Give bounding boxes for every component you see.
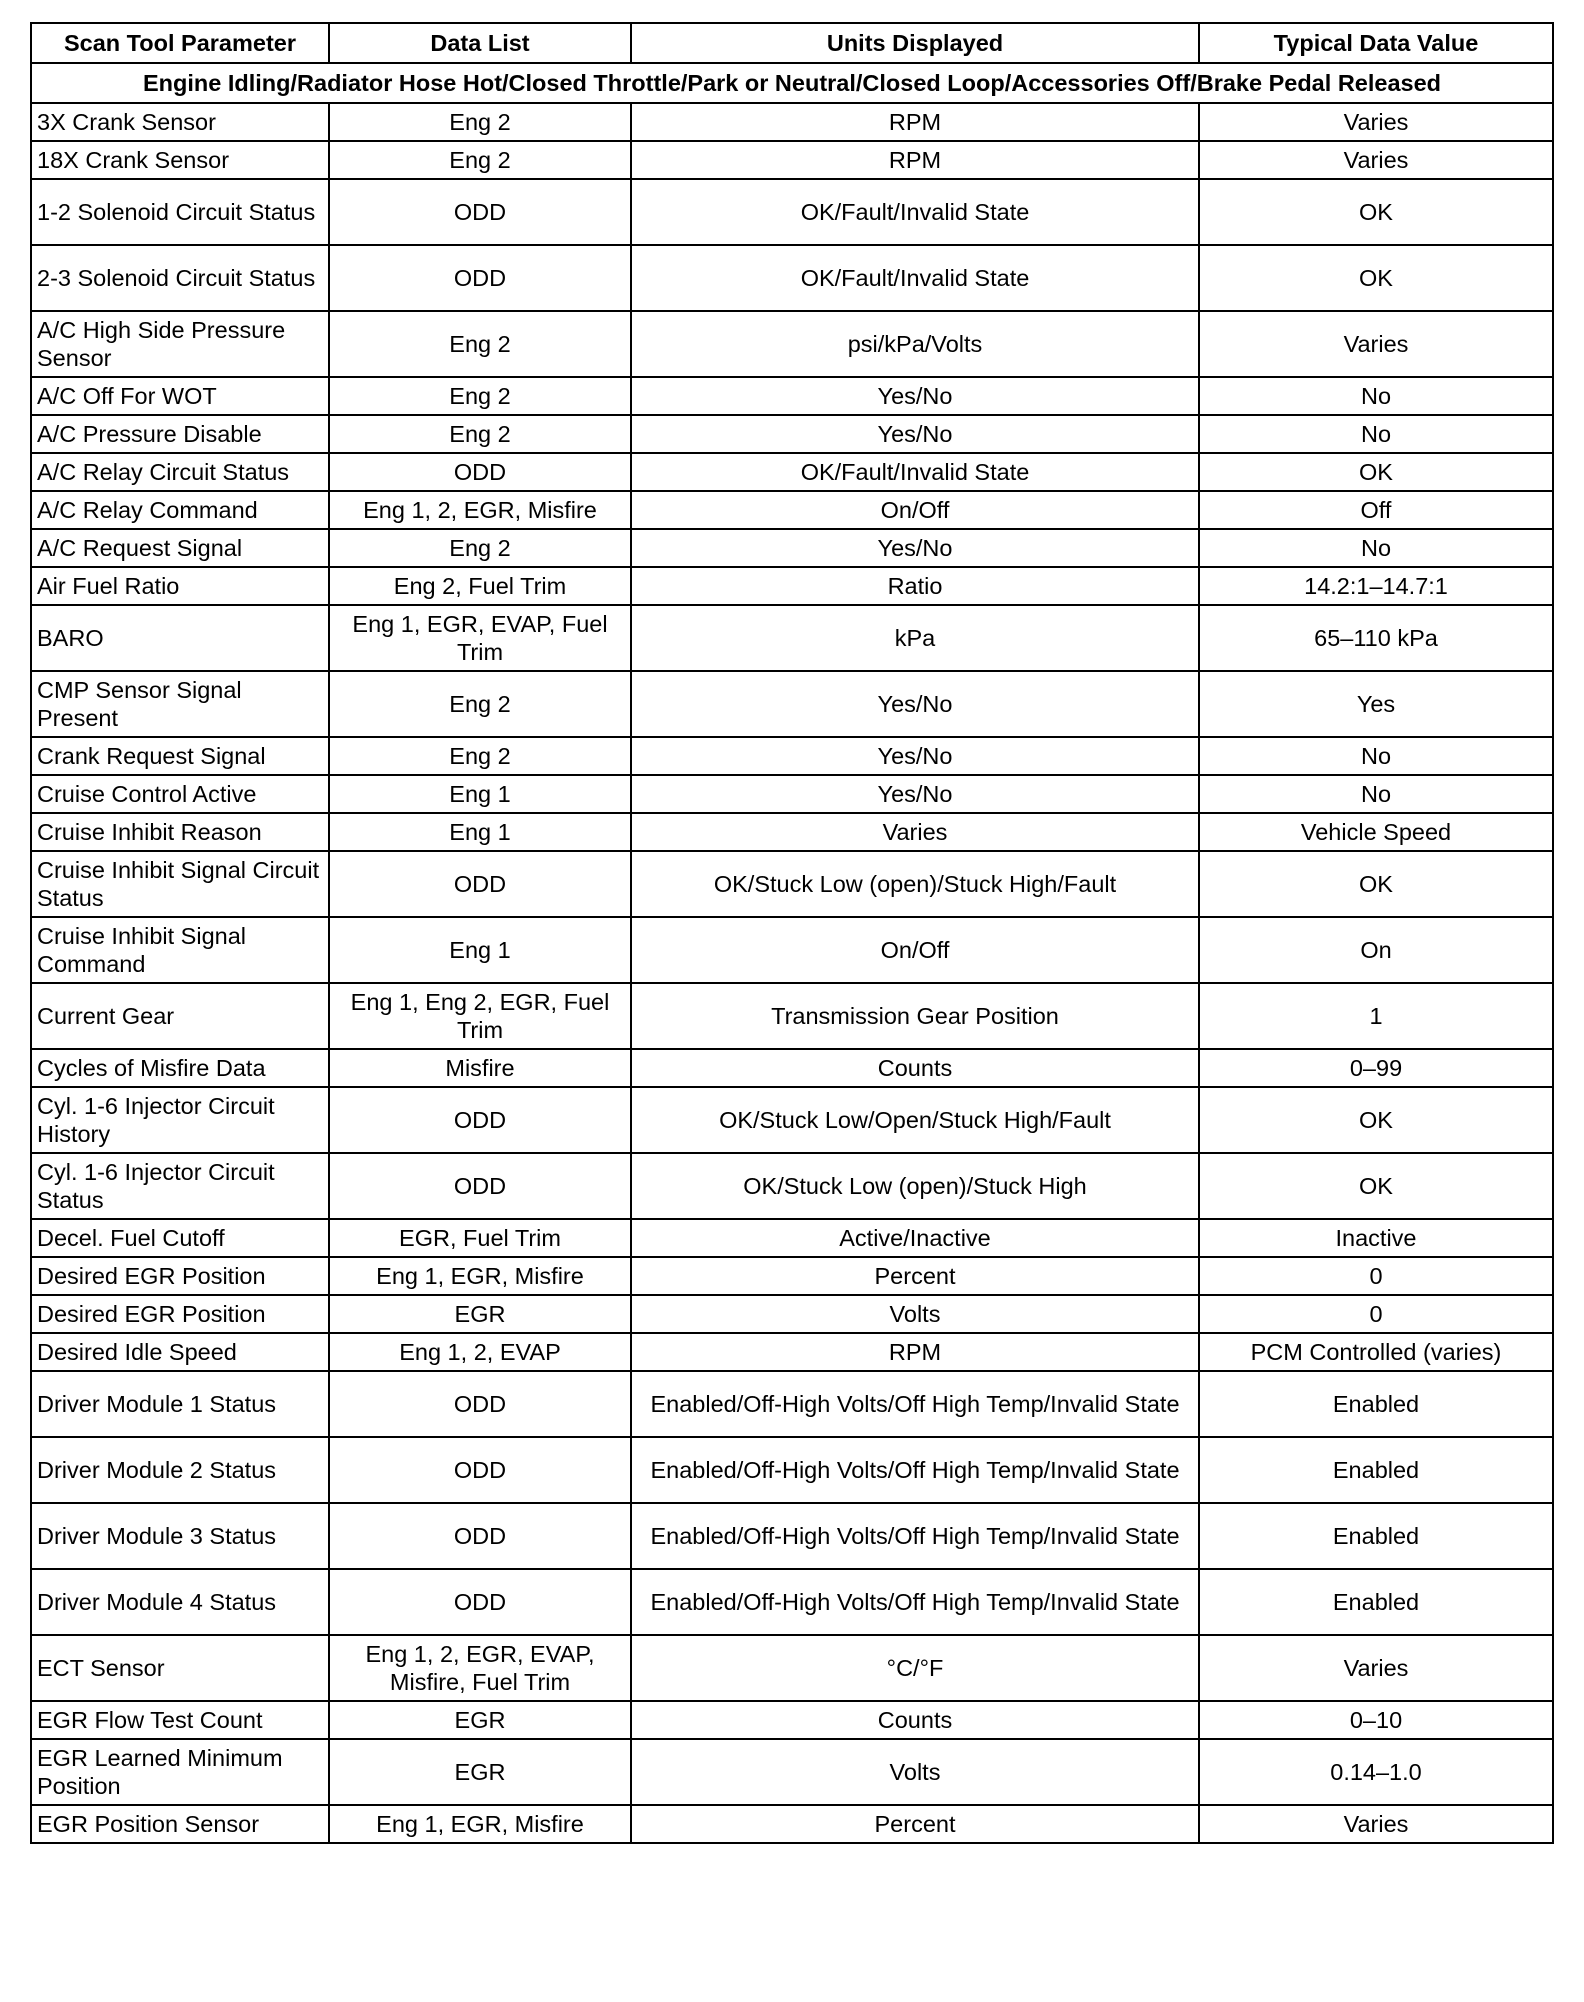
units-cell: Varies [631, 813, 1199, 851]
typical-value-cell: OK [1199, 1087, 1553, 1153]
parameter-cell: 3X Crank Sensor [31, 103, 329, 141]
table-row [31, 983, 1553, 1049]
typical-value-cell: 14.2:1–14.7:1 [1199, 567, 1553, 605]
table-row [31, 1701, 1553, 1739]
operating-condition: Engine Idling/Radiator Hose Hot/Closed Throttle/Park or Neutral/Closed Loop/Accessories Off/Brake Pedal Released [31, 63, 1553, 103]
data-list-cell: Eng 2 [329, 311, 631, 377]
units-cell: Enabled/Off-High Volts/Off High Temp/Invalid State [631, 1569, 1199, 1635]
typical-value-cell: Varies [1199, 1635, 1553, 1701]
typical-value-cell: Vehicle Speed [1199, 813, 1553, 851]
units-cell: psi/kPa/Volts [631, 311, 1199, 377]
units-cell: OK/Stuck Low/Open/Stuck High/Fault [631, 1087, 1199, 1153]
typical-value-cell: No [1199, 529, 1553, 567]
parameter-cell: Air Fuel Ratio [31, 567, 329, 605]
data-list-cell: Eng 1, 2, EVAP [329, 1333, 631, 1371]
parameter-cell: 18X Crank Sensor [31, 141, 329, 179]
units-cell: °C/°F [631, 1635, 1199, 1701]
table-row [31, 1153, 1553, 1219]
units-cell: Yes/No [631, 415, 1199, 453]
parameter-cell: Decel. Fuel Cutoff [31, 1219, 329, 1257]
units-cell: OK/Fault/Invalid State [631, 245, 1199, 311]
parameter-cell: Cruise Inhibit Signal Circuit Status [31, 851, 329, 917]
typical-value-cell: Varies [1199, 141, 1553, 179]
data-list-cell: Eng 2 [329, 103, 631, 141]
table-row [31, 1257, 1553, 1295]
data-list-cell: Eng 2 [329, 671, 631, 737]
table-row [31, 851, 1553, 917]
table-row [31, 1437, 1553, 1503]
table-row [31, 1295, 1553, 1333]
units-cell: Counts [631, 1049, 1199, 1087]
typical-value-cell: 65–110 kPa [1199, 605, 1553, 671]
table-row [31, 1049, 1553, 1087]
data-list-cell: ODD [329, 1569, 631, 1635]
data-list-cell: Eng 2 [329, 529, 631, 567]
data-list-cell: Eng 2, Fuel Trim [329, 567, 631, 605]
parameter-cell: BARO [31, 605, 329, 671]
typical-value-cell: OK [1199, 453, 1553, 491]
units-cell: RPM [631, 103, 1199, 141]
parameter-cell: A/C Relay Circuit Status [31, 453, 329, 491]
data-list-cell: ODD [329, 179, 631, 245]
units-cell: On/Off [631, 491, 1199, 529]
typical-value-cell: Enabled [1199, 1569, 1553, 1635]
parameter-cell: A/C High Side Pressure Sensor [31, 311, 329, 377]
table-row [31, 813, 1553, 851]
header-units: Units Displayed [631, 23, 1199, 63]
typical-value-cell: Yes [1199, 671, 1553, 737]
parameter-cell: Desired Idle Speed [31, 1333, 329, 1371]
data-list-cell: ODD [329, 851, 631, 917]
units-cell: OK/Fault/Invalid State [631, 453, 1199, 491]
table-row [31, 1333, 1553, 1371]
table-row [31, 103, 1553, 141]
table-row [31, 453, 1553, 491]
table-row [31, 491, 1553, 529]
parameter-cell: Driver Module 3 Status [31, 1503, 329, 1569]
parameter-cell: Cruise Control Active [31, 775, 329, 813]
scan-tool-data-table [30, 22, 1554, 1844]
table-row [31, 567, 1553, 605]
units-cell: Percent [631, 1805, 1199, 1843]
typical-value-cell: No [1199, 775, 1553, 813]
units-cell: Enabled/Off-High Volts/Off High Temp/Invalid State [631, 1371, 1199, 1437]
data-list-cell: Eng 1 [329, 775, 631, 813]
typical-value-cell: No [1199, 377, 1553, 415]
data-list-cell: ODD [329, 1503, 631, 1569]
typical-value-cell: OK [1199, 1153, 1553, 1219]
data-list-cell: ODD [329, 1153, 631, 1219]
typical-value-cell: OK [1199, 245, 1553, 311]
typical-value-cell: 0–99 [1199, 1049, 1553, 1087]
table-row [31, 1739, 1553, 1805]
table-row [31, 775, 1553, 813]
table-body [31, 63, 1553, 1843]
units-cell: Yes/No [631, 377, 1199, 415]
units-cell: Yes/No [631, 737, 1199, 775]
parameter-cell: Desired EGR Position [31, 1295, 329, 1333]
data-list-cell: Eng 1, EGR, Misfire [329, 1805, 631, 1843]
parameter-cell: Driver Module 4 Status [31, 1569, 329, 1635]
parameter-cell: Driver Module 1 Status [31, 1371, 329, 1437]
data-list-cell: Eng 1, EGR, Misfire [329, 1257, 631, 1295]
parameter-cell: Driver Module 2 Status [31, 1437, 329, 1503]
data-list-cell: Eng 2 [329, 415, 631, 453]
units-cell: OK/Stuck Low (open)/Stuck High [631, 1153, 1199, 1219]
header-parameter: Scan Tool Parameter [31, 23, 329, 63]
header-data-list: Data List [329, 23, 631, 63]
data-list-cell: EGR, Fuel Trim [329, 1219, 631, 1257]
data-list-cell: Misfire [329, 1049, 631, 1087]
table-row [31, 1371, 1553, 1437]
data-list-cell: ODD [329, 1087, 631, 1153]
typical-value-cell: On [1199, 917, 1553, 983]
table-row [31, 737, 1553, 775]
table-row [31, 245, 1553, 311]
parameter-cell: Desired EGR Position [31, 1257, 329, 1295]
typical-value-cell: Off [1199, 491, 1553, 529]
table-row [31, 377, 1553, 415]
parameter-cell: EGR Position Sensor [31, 1805, 329, 1843]
units-cell: OK/Fault/Invalid State [631, 179, 1199, 245]
data-list-cell: ODD [329, 1371, 631, 1437]
table-row [31, 1635, 1553, 1701]
parameter-cell: Cyl. 1-6 Injector Circuit Status [31, 1153, 329, 1219]
typical-value-cell: 0.14–1.0 [1199, 1739, 1553, 1805]
parameter-cell: 1-2 Solenoid Circuit Status [31, 179, 329, 245]
units-cell: RPM [631, 1333, 1199, 1371]
units-cell: RPM [631, 141, 1199, 179]
units-cell: Enabled/Off-High Volts/Off High Temp/Invalid State [631, 1437, 1199, 1503]
units-cell: Transmission Gear Position [631, 983, 1199, 1049]
units-cell: On/Off [631, 917, 1199, 983]
parameter-cell: Cyl. 1-6 Injector Circuit History [31, 1087, 329, 1153]
typical-value-cell: Varies [1199, 103, 1553, 141]
table-row [31, 1219, 1553, 1257]
table-row [31, 141, 1553, 179]
header-row [31, 23, 1553, 63]
units-cell: Enabled/Off-High Volts/Off High Temp/Invalid State [631, 1503, 1199, 1569]
typical-value-cell: Enabled [1199, 1503, 1553, 1569]
typical-value-cell: 0 [1199, 1257, 1553, 1295]
typical-value-cell: 0 [1199, 1295, 1553, 1333]
data-list-cell: Eng 1, 2, EGR, Misfire [329, 491, 631, 529]
units-cell: Volts [631, 1295, 1199, 1333]
typical-value-cell: Enabled [1199, 1437, 1553, 1503]
data-list-cell: EGR [329, 1701, 631, 1739]
data-list-cell: EGR [329, 1295, 631, 1333]
typical-value-cell: OK [1199, 851, 1553, 917]
data-list-cell: ODD [329, 453, 631, 491]
data-list-cell: Eng 1, Eng 2, EGR, Fuel Trim [329, 983, 631, 1049]
units-cell: Volts [631, 1739, 1199, 1805]
header-typical-value: Typical Data Value [1199, 23, 1553, 63]
parameter-cell: Cruise Inhibit Signal Command [31, 917, 329, 983]
data-list-cell: ODD [329, 1437, 631, 1503]
parameter-cell: EGR Learned Minimum Position [31, 1739, 329, 1805]
table-row [31, 1805, 1553, 1843]
table-row [31, 671, 1553, 737]
typical-value-cell: PCM Controlled (varies) [1199, 1333, 1553, 1371]
parameter-cell: Crank Request Signal [31, 737, 329, 775]
data-list-cell: Eng 2 [329, 377, 631, 415]
table-row [31, 179, 1553, 245]
units-cell: Counts [631, 1701, 1199, 1739]
units-cell: Yes/No [631, 529, 1199, 567]
data-list-cell: Eng 2 [329, 141, 631, 179]
table-row [31, 529, 1553, 567]
parameter-cell: A/C Relay Command [31, 491, 329, 529]
typical-value-cell: OK [1199, 179, 1553, 245]
data-list-cell: EGR [329, 1739, 631, 1805]
table-row [31, 1087, 1553, 1153]
parameter-cell: A/C Request Signal [31, 529, 329, 567]
data-list-cell: Eng 1 [329, 917, 631, 983]
typical-value-cell: 0–10 [1199, 1701, 1553, 1739]
table-row [31, 917, 1553, 983]
typical-value-cell: Varies [1199, 1805, 1553, 1843]
units-cell: kPa [631, 605, 1199, 671]
parameter-cell: CMP Sensor Signal Present [31, 671, 329, 737]
typical-value-cell: No [1199, 737, 1553, 775]
typical-value-cell: 1 [1199, 983, 1553, 1049]
table-row [31, 1569, 1553, 1635]
units-cell: OK/Stuck Low (open)/Stuck High/Fault [631, 851, 1199, 917]
parameter-cell: 2-3 Solenoid Circuit Status [31, 245, 329, 311]
typical-value-cell: Inactive [1199, 1219, 1553, 1257]
typical-value-cell: Enabled [1199, 1371, 1553, 1437]
data-list-cell: Eng 1 [329, 813, 631, 851]
parameter-cell: EGR Flow Test Count [31, 1701, 329, 1739]
units-cell: Yes/No [631, 775, 1199, 813]
parameter-cell: A/C Off For WOT [31, 377, 329, 415]
data-list-cell: Eng 1, 2, EGR, EVAP, Misfire, Fuel Trim [329, 1635, 631, 1701]
data-list-cell: ODD [329, 245, 631, 311]
parameter-cell: Cruise Inhibit Reason [31, 813, 329, 851]
parameter-cell: Cycles of Misfire Data [31, 1049, 329, 1087]
condition-row [31, 63, 1553, 103]
typical-value-cell: No [1199, 415, 1553, 453]
data-list-cell: Eng 1, EGR, EVAP, Fuel Trim [329, 605, 631, 671]
typical-value-cell: Varies [1199, 311, 1553, 377]
units-cell: Percent [631, 1257, 1199, 1295]
table-row [31, 415, 1553, 453]
parameter-cell: A/C Pressure Disable [31, 415, 329, 453]
units-cell: Yes/No [631, 671, 1199, 737]
table-row [31, 605, 1553, 671]
units-cell: Ratio [631, 567, 1199, 605]
parameter-cell: ECT Sensor [31, 1635, 329, 1701]
table-row [31, 311, 1553, 377]
parameter-cell: Current Gear [31, 983, 329, 1049]
data-list-cell: Eng 2 [329, 737, 631, 775]
units-cell: Active/Inactive [631, 1219, 1199, 1257]
table-row [31, 1503, 1553, 1569]
